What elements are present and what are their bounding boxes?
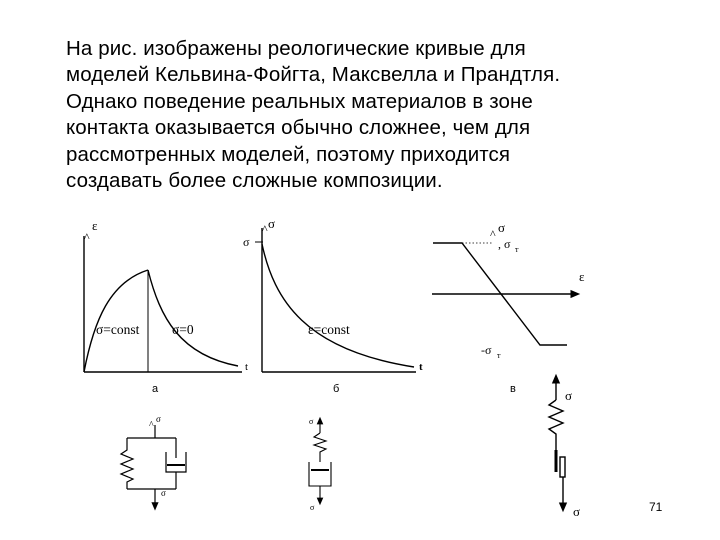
figure-a-graph xyxy=(84,236,242,372)
text-line: рассмотренных моделей, поэтому приходится xyxy=(66,142,511,166)
figure-c-graph xyxy=(432,243,576,345)
figure-c-upper-label: , σ xyxy=(498,237,511,251)
figure-b-caption: б xyxy=(333,383,340,395)
text-line: создавать более сложные композиции. xyxy=(66,169,443,193)
figure-a-y-symbol: ε xyxy=(92,218,98,233)
figure-a-x-symbol: t xyxy=(245,361,249,373)
figure-b-const-label: ε=const xyxy=(308,322,350,337)
model-a-spring xyxy=(121,438,133,489)
page-number: 71 xyxy=(649,500,663,514)
model-a-bottom-symbol: σ xyxy=(161,488,166,498)
figure-b-tick-symbol: σ xyxy=(243,235,250,249)
figure-c-upper-sub: т xyxy=(515,245,519,254)
figure-c-y-arrow: ^ xyxy=(490,227,496,241)
figure-a-loading-curve xyxy=(84,270,148,372)
model-b-top-symbol: σ xyxy=(309,417,314,426)
model-b-dashpot-cup xyxy=(309,462,331,486)
figure-a-recovery-curve xyxy=(148,270,238,366)
text-line: контакта оказывается обычно сложнее, чем для xyxy=(66,116,531,140)
figure-b-x-symbol: t xyxy=(419,361,423,373)
figure-a-caption: а xyxy=(152,383,159,395)
text-line: На рис. изображены реологические кривые для xyxy=(66,37,526,60)
text-line: Однако поведение реальных материалов в зоне xyxy=(66,89,533,113)
model-c-prandtl xyxy=(549,378,565,508)
figure-a-y-arrow: ^ xyxy=(84,230,90,244)
figure-b-relaxation-curve xyxy=(262,244,414,367)
model-c-spring xyxy=(549,400,563,450)
model-c-top-symbol: σ xyxy=(565,388,573,403)
figure-c-caption: в xyxy=(510,383,516,395)
model-a-top-symbol: σ xyxy=(156,414,161,424)
model-c-bottom-symbol: σ xyxy=(573,504,581,519)
model-c-slider-block xyxy=(560,457,565,477)
model-b-bottom-symbol: σ xyxy=(310,503,315,512)
figure-c-x-symbol: ε xyxy=(579,269,585,284)
model-b-spring xyxy=(314,433,326,462)
figure-a-zero-label: σ=0 xyxy=(172,322,194,337)
figure-c-y-symbol: σ xyxy=(498,220,506,235)
figure-c-lower-label: -σ xyxy=(481,343,492,357)
figure-b-graph xyxy=(255,228,416,372)
figure-c-lower-sub: т xyxy=(497,351,501,360)
model-a-kelvin-voigt xyxy=(121,425,186,507)
figure-b-y-arrow: ^ xyxy=(262,222,268,236)
model-a-top-arrow: ^ xyxy=(149,420,154,431)
text-line: моделей Кельвина-Фойгта, Максвелла и Прандтля. xyxy=(66,63,561,87)
model-b-maxwell xyxy=(309,420,331,502)
figure-a-const-label: σ=const xyxy=(96,322,140,337)
figure-b-y-symbol: σ xyxy=(268,216,276,231)
